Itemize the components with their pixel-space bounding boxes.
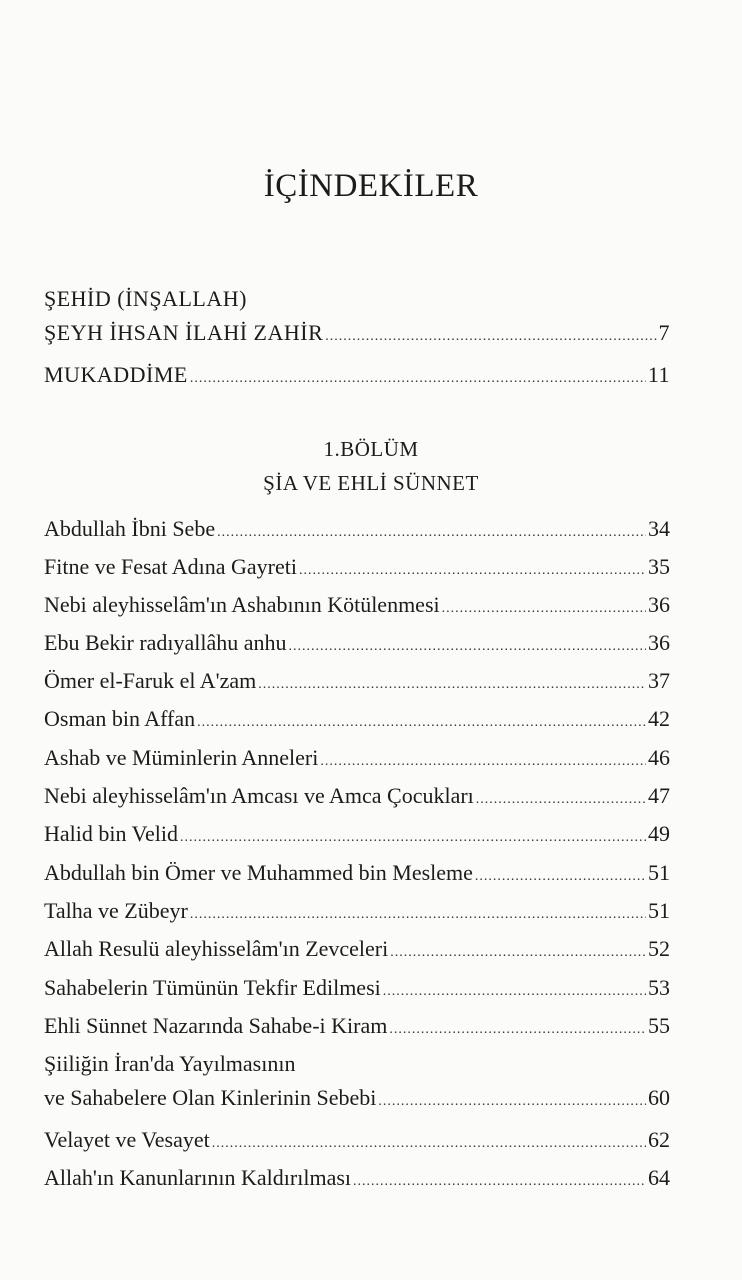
toc-entry-label-line1: Şiiliğin İran'da Yayılmasının <box>44 1051 296 1076</box>
toc-entry-label: Ebu Bekir radıyallâhu anhu <box>44 630 287 655</box>
section-number: 1.BÖLÜM <box>323 437 419 461</box>
dot-leader <box>383 975 646 1009</box>
dot-leader <box>197 706 646 740</box>
toc-entry-label: MUKADDİME <box>44 362 188 387</box>
toc-entry-page: 64 <box>648 1165 670 1190</box>
toc-entry-label: Fitne ve Fesat Adına Gayreti <box>44 554 297 579</box>
toc-entry <box>44 971 670 1005</box>
toc-entry-page: 52 <box>648 936 670 961</box>
toc-entry-page: 11 <box>647 362 670 387</box>
dot-leader <box>180 821 646 855</box>
toc-entry-page: 35 <box>648 554 670 579</box>
toc-entry <box>44 588 670 622</box>
toc-entry <box>44 741 670 775</box>
toc-entry <box>44 664 670 698</box>
toc-entry <box>44 932 670 966</box>
dot-leader <box>217 516 646 550</box>
toc-entry-page: 42 <box>648 706 670 731</box>
toc-entry-label: Allah Resulü aleyhisselâm'ın Zevceleri <box>44 936 389 961</box>
dot-leader <box>389 1013 646 1047</box>
dot-leader <box>476 783 646 817</box>
page-title: İÇİNDEKİLER <box>263 168 479 204</box>
dot-leader <box>325 320 656 354</box>
dot-leader <box>190 898 646 932</box>
toc-entry <box>44 1047 670 1115</box>
toc-entry <box>44 817 670 851</box>
dot-leader <box>475 860 646 894</box>
dot-leader <box>258 668 646 702</box>
toc-entry <box>44 779 670 813</box>
toc-entry-label: Talha ve Zübeyr <box>44 898 188 923</box>
toc-entry-label: Abdullah bin Ömer ve Muhammed bin Mesleme <box>44 860 473 885</box>
dot-leader <box>212 1127 646 1161</box>
toc-entry-page: 55 <box>648 1013 670 1038</box>
toc-entry-label: Ömer el-Faruk el A'zam <box>44 668 257 693</box>
toc-entry-mukaddime <box>44 358 670 392</box>
dot-leader <box>190 362 646 396</box>
toc-entry-label: Ehli Sünnet Nazarında Sahabe-i Kiram <box>44 1013 388 1038</box>
toc-entry-label: Ashab ve Müminlerin Anneleri <box>44 745 319 770</box>
toc-entry-page: 62 <box>648 1127 670 1152</box>
toc-entry <box>44 856 670 890</box>
toc-entry <box>44 626 670 660</box>
toc-entry-label: Nebi aleyhisselâm'ın Ashabının Kötülenmesi <box>44 592 440 617</box>
toc-entry-label: Velayet ve Vesayet <box>44 1127 210 1152</box>
dot-leader <box>390 936 646 970</box>
dot-leader <box>299 554 646 588</box>
toc-entry-page: 51 <box>648 860 670 885</box>
toc-entry-label: Allah'ın Kanunlarının Kaldırılması <box>44 1165 352 1190</box>
toc-entry <box>44 1123 670 1157</box>
toc-entry-label: Abdullah İbni Sebe <box>44 516 216 541</box>
dot-leader <box>353 1165 646 1199</box>
toc-entry-label: Sahabelerin Tümünün Tekfir Edilmesi <box>44 975 381 1000</box>
section-title: ŞİA VE EHLİ SÜNNET <box>263 471 479 495</box>
toc-entry-page: 53 <box>648 975 670 1000</box>
toc-entry-page: 37 <box>648 668 670 693</box>
toc-entry-page: 49 <box>648 821 670 846</box>
toc-entry-page: 46 <box>648 745 670 770</box>
dot-leader <box>320 745 646 779</box>
toc-entry <box>44 512 670 546</box>
toc-entry-page: 60 <box>648 1085 670 1110</box>
toc-entry-label: Nebi aleyhisselâm'ın Amcası ve Amca Çocukları <box>44 783 474 808</box>
toc-entry <box>44 702 670 736</box>
toc-entry-page: 34 <box>648 516 670 541</box>
toc-entry <box>44 1161 670 1195</box>
toc-entry-label: Osman bin Affan <box>44 706 196 731</box>
dot-leader <box>378 1085 646 1119</box>
dot-leader <box>289 630 646 664</box>
toc-entry-page: 36 <box>648 592 670 617</box>
toc-entry-label-line1: ŞEHİD (İNŞALLAH) <box>44 286 247 311</box>
toc-entry <box>44 1009 670 1043</box>
toc-entry-page: 51 <box>648 898 670 923</box>
toc-entry-label: ve Sahabelere Olan Kinlerinin Sebebi <box>44 1085 377 1110</box>
toc-entry <box>44 894 670 928</box>
toc-entry-sehid <box>44 282 670 350</box>
dot-leader <box>442 592 646 626</box>
toc-entry-page: 7 <box>658 320 670 345</box>
toc-entry-label: Halid bin Velid <box>44 821 179 846</box>
toc-entry-label: ŞEYH İHSAN İLAHİ ZAHİR <box>44 320 324 345</box>
toc-entry-page: 47 <box>648 783 670 808</box>
toc-entry <box>44 550 670 584</box>
toc-entry-page: 36 <box>648 630 670 655</box>
